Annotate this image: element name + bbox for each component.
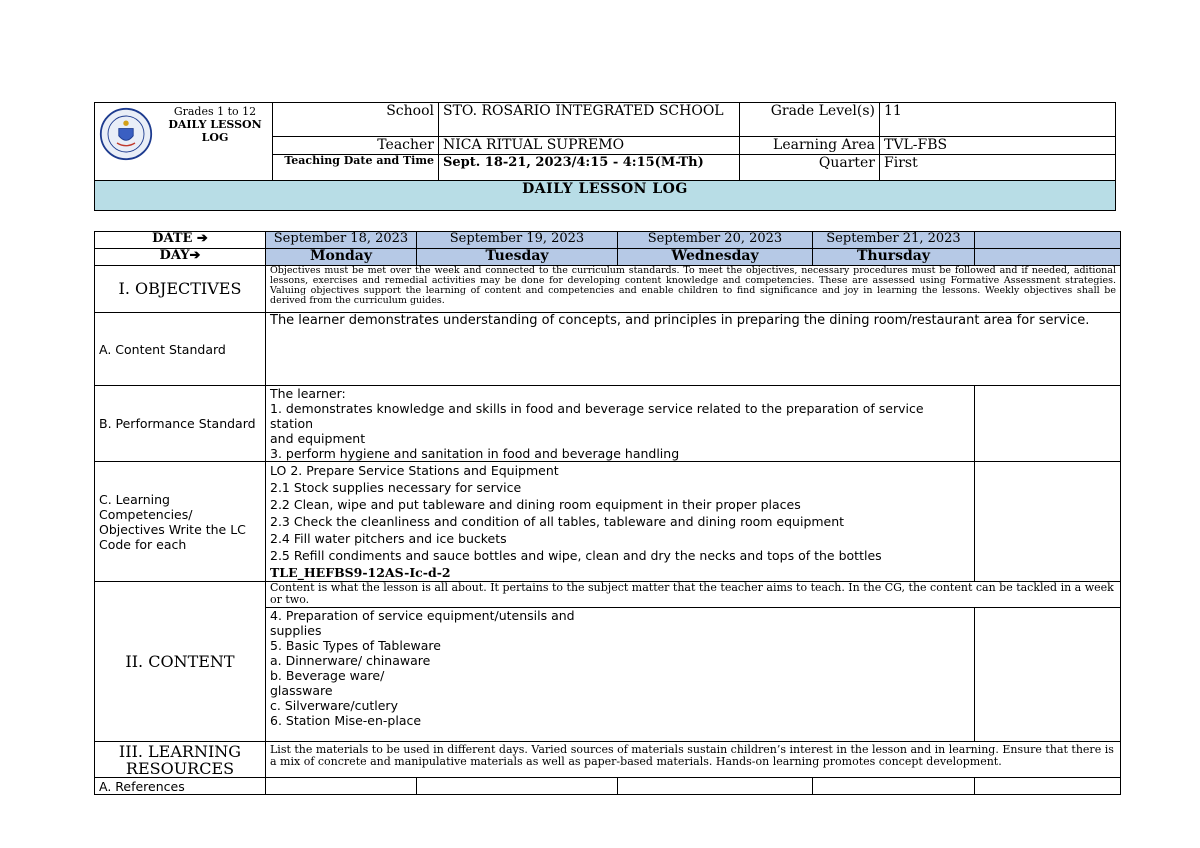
date-cell: September 20, 2023 [618,232,813,249]
empty-cell [975,608,1121,742]
date-row [95,232,1121,249]
content-line: a. Dinnerware/ chinaware [270,653,431,668]
learning-area-value: TVL-FBS [880,137,1116,155]
teacher-value: NICA RITUAL SUPREMO [439,137,740,155]
empty-cell [417,778,618,795]
content-text [266,608,975,742]
empty-cell [618,778,813,795]
performance-standard-label: B. Performance Standard [95,386,266,462]
content-title: II. CONTENT [95,582,266,742]
competency-line: 2.4 Fill water pitchers and ice buckets [270,531,507,546]
content-line: glassware [270,683,333,698]
deped-seal-icon [99,107,153,161]
day-cell: Tuesday [417,249,618,266]
content-note: Content is what the lesson is all about. It pertains to the subject matter that the teacher aims to teach. In the CG, the content can be tackled in a week or two. [266,582,1121,608]
grade-level-value: 11 [880,103,1116,137]
content-standard-text: The learner demonstrates understanding of concepts, and principles in preparing the dining room/restaurant area for service. [266,313,1121,386]
grade-level-label: Grade Level(s) [740,103,880,137]
empty-cell [813,778,975,795]
content-line: 5. Basic Types of Tableware [270,638,441,653]
content-line: 6. Station Mise-en-place [270,713,422,728]
competency-line: 2.2 Clean, wipe and put tableware and dining room equipment in their proper places [270,497,801,512]
date-time-value: Sept. 18-21, 2023/4:15 - 4:15(M-Th) [439,155,740,181]
competencies-label: C. Learning Competencies/ Objectives Write the LC Code for each [95,462,266,582]
grades-text: Grades 1 to 12 [173,105,257,118]
competencies-text [266,462,975,582]
banner-title: DAILY LESSON LOG [95,181,1116,211]
quarter-value: First [880,155,1116,181]
resources-note: List the materials to be used in different days. Varied sources of materials sustain children’s interest in the lesson and in learning. Ensure that there is a mix of concrete and manipulative materials as well as paper-based materials. Hands-on learning promotes concept development. [266,742,1121,778]
content-standard-label: A. Content Standard [95,313,266,386]
day-label: DAY➔ [95,249,266,266]
content-line: supplies [270,623,322,638]
performance-line: and equipment [270,431,366,446]
content-line: b. Beverage ware/ [270,668,385,683]
lesson-table [94,231,1121,795]
empty-cell [975,462,1121,582]
performance-standard-text [266,386,975,462]
objectives-note: Objectives must be met over the week and connected to the curriculum standards. To meet the objectives, necessary procedures must be followed and if needed, aditional lessons, exercises and remedial activities may be done for developing content knowledge and competencies. These are assessed using Formative Assessment strategies. Valuing objectives support the learning of content and competencies and enable children to find significance and joy in learning the lessons. Weekly objectives shall be derived from the curriculum guides. [266,266,1121,313]
teacher-label: Teacher [273,137,439,155]
performance-line: 1. demonstrates knowledge and skills in food and beverage service related to the preparation of service station [270,401,924,431]
date-time-label: Teaching Date and Time [273,155,439,181]
objectives-title: I. OBJECTIVES [95,266,266,313]
logo-cell [95,103,273,181]
day-cell: Wednesday [618,249,813,266]
date-cell: September 21, 2023 [813,232,975,249]
competency-line: LO 2. Prepare Service Stations and Equipment [270,463,559,478]
date-cell: September 19, 2023 [417,232,618,249]
date-cell [975,232,1121,249]
empty-cell [975,778,1121,795]
day-cell [975,249,1121,266]
date-cell: September 18, 2023 [266,232,417,249]
content-line: c. Silverware/cutlery [270,698,398,713]
learning-area-label: Learning Area [740,137,880,155]
day-row [95,249,1121,266]
references-label: A. References [95,778,266,795]
empty-cell [975,386,1121,462]
performance-line: The learner: [270,386,346,401]
content-line: 4. Preparation of service equipment/utensils and [270,608,575,623]
competency-line: 2.3 Check the cleanliness and condition of all tables, tableware and dining room equipment [270,514,845,529]
quarter-label: Quarter [740,155,880,181]
school-label: School [273,103,439,137]
lc-code: TLE_HEFBS9-12AS-Ic-d-2 [270,565,451,580]
header-table [94,102,1116,211]
competency-line: 2.1 Stock supplies necessary for service [270,480,522,495]
resources-title: III. LEARNING RESOURCES [95,742,266,778]
day-cell: Monday [266,249,417,266]
performance-line: 3. perform hygiene and sanitation in food and beverage handling [270,446,680,461]
competency-line: 2.5 Refill condiments and sauce bottles and wipe, clean and dry the necks and tops of the bottles [270,548,882,563]
log-title-small: DAILY LESSON LOG [168,118,262,144]
school-value: STO. ROSARIO INTEGRATED SCHOOL [439,103,740,137]
day-cell: Thursday [813,249,975,266]
date-label: DATE ➔ [95,232,266,249]
empty-cell [266,778,417,795]
